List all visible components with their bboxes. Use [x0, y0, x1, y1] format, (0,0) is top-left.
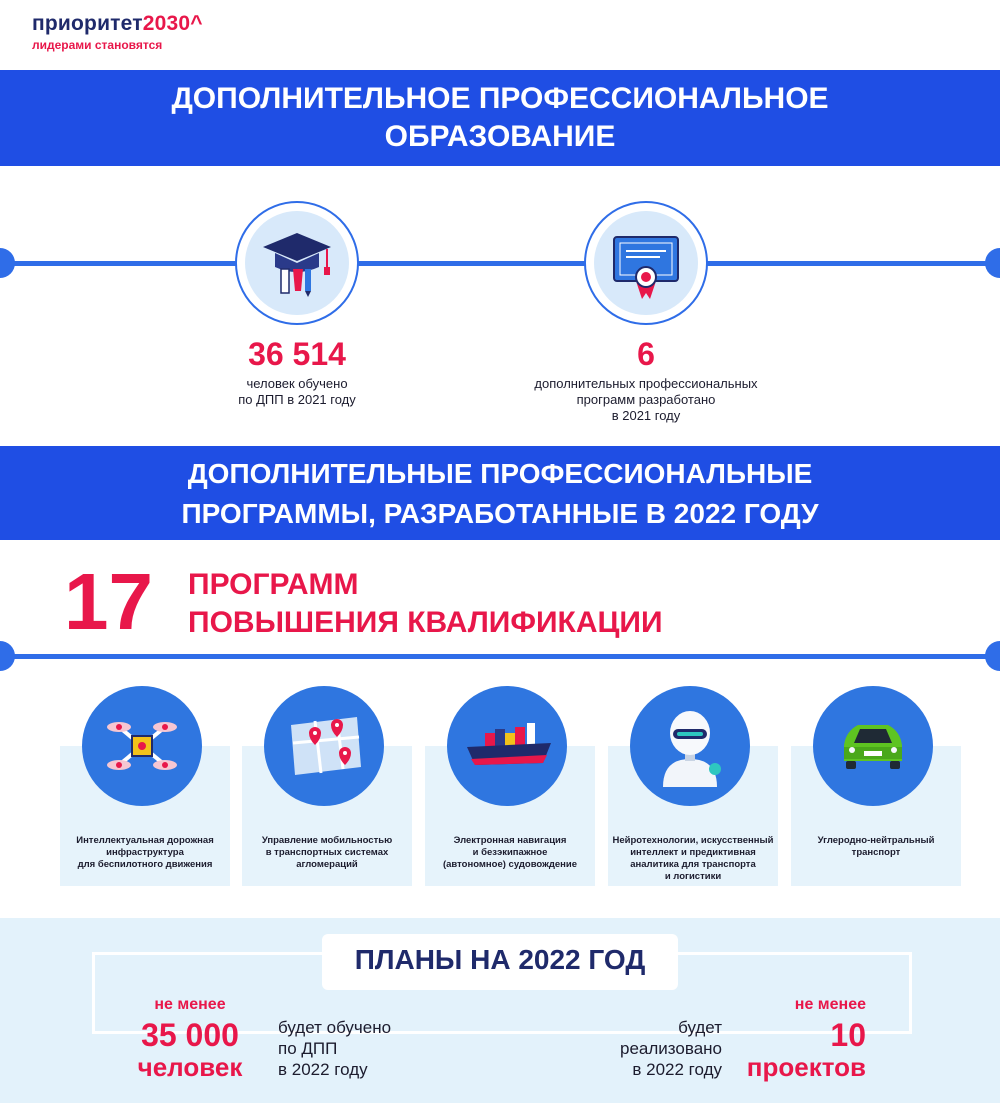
divider-dot-right: [985, 641, 1000, 671]
plan-right-text: будет реализовано в 2022 году: [620, 1018, 722, 1079]
programs-count: 17: [64, 557, 153, 646]
divider-dot-left: [0, 248, 15, 278]
program-icon-circle: [82, 686, 202, 806]
program-label: Управление мобильностью в транспортных системах агломераций: [261, 835, 393, 870]
program-label: Электронная навигация и безэкипажное (автономное) судовождение: [442, 835, 578, 870]
certificate-icon: [604, 223, 688, 303]
divider-dot-right: [985, 248, 1000, 278]
plan-left-figure: [120, 996, 260, 1082]
stat-text-trained: человек обучено по ДПП в 2021 году: [238, 376, 356, 407]
cargo-ship-icon: [459, 703, 555, 789]
plans-title: ПЛАНЫ НА 2022 ГОД: [354, 944, 646, 975]
divider-line: [0, 261, 1000, 266]
plan-right-figure: [730, 996, 866, 1082]
program-label: Интеллектуальная дорожная инфраструктура для беспилотного движения: [76, 835, 214, 870]
logo-year: 2030^: [142, 12, 203, 35]
program-icon-circle: [447, 686, 567, 806]
plan-left-number: 35 000: [141, 1017, 239, 1053]
section2-title-line2: ПРОГРАММЫ, РАЗРАБОТАННЫЕ В 2022 ГОДУ: [181, 498, 819, 529]
logo-tagline: лидерами становятся: [32, 38, 163, 52]
section1-title-line2: ОБРАЗОВАНИЕ: [384, 120, 616, 153]
stat-text-programs: дополнительных профессиональных программ разработано в 2021 году: [534, 376, 758, 423]
graduation-cap-icon: [257, 223, 337, 303]
section1-title-line1: ДОПОЛНИТЕЛЬНОЕ ПРОФЕССИОНАЛЬНОЕ: [171, 82, 829, 115]
logo-title: [32, 12, 203, 36]
programs-label-line1: ПРОГРАММ: [188, 568, 359, 601]
section2-title-line1: ДОПОЛНИТЕЛЬНЫЕ ПРОФЕССИОНАЛЬНЫЕ: [187, 458, 813, 489]
section2-banner: [0, 446, 1000, 540]
programs-count-label: [188, 566, 663, 642]
plan-right-unit: проектов: [746, 1052, 866, 1082]
program-label: Нейротехнологии, искусственный интеллект и предиктивная аналитика для транспорта и логистики: [612, 835, 774, 882]
logo-name: приоритет: [32, 12, 143, 35]
stat-circle: [235, 201, 359, 325]
logo: [32, 12, 203, 52]
divider-dot-left: [0, 641, 15, 671]
plan-left-prefix: не менее: [154, 996, 226, 1013]
divider-line: [0, 654, 1000, 659]
section1-banner: [0, 70, 1000, 166]
electric-car-icon: [830, 703, 916, 789]
program-icon-circle: [630, 686, 750, 806]
stat-value-trained: 36 514: [248, 336, 346, 372]
drone-icon: [99, 703, 185, 789]
map-pins-icon: [281, 703, 367, 789]
plan-left-text: будет обучено по ДПП в 2022 году: [278, 1018, 392, 1079]
plan-left-unit: человек: [137, 1052, 243, 1082]
programs-label-line2: ПОВЫШЕНИЯ КВАЛИФИКАЦИИ: [188, 606, 663, 639]
plan-right-prefix: не менее: [794, 996, 866, 1013]
stat-circle: [584, 201, 708, 325]
program-label: Углеродно-нейтральный транспорт: [817, 835, 935, 858]
stat-value-programs: 6: [637, 336, 655, 372]
program-icon-circle: [264, 686, 384, 806]
plan-right-number: 10: [830, 1017, 866, 1053]
robot-icon: [647, 703, 733, 789]
program-icon-circle: [813, 686, 933, 806]
